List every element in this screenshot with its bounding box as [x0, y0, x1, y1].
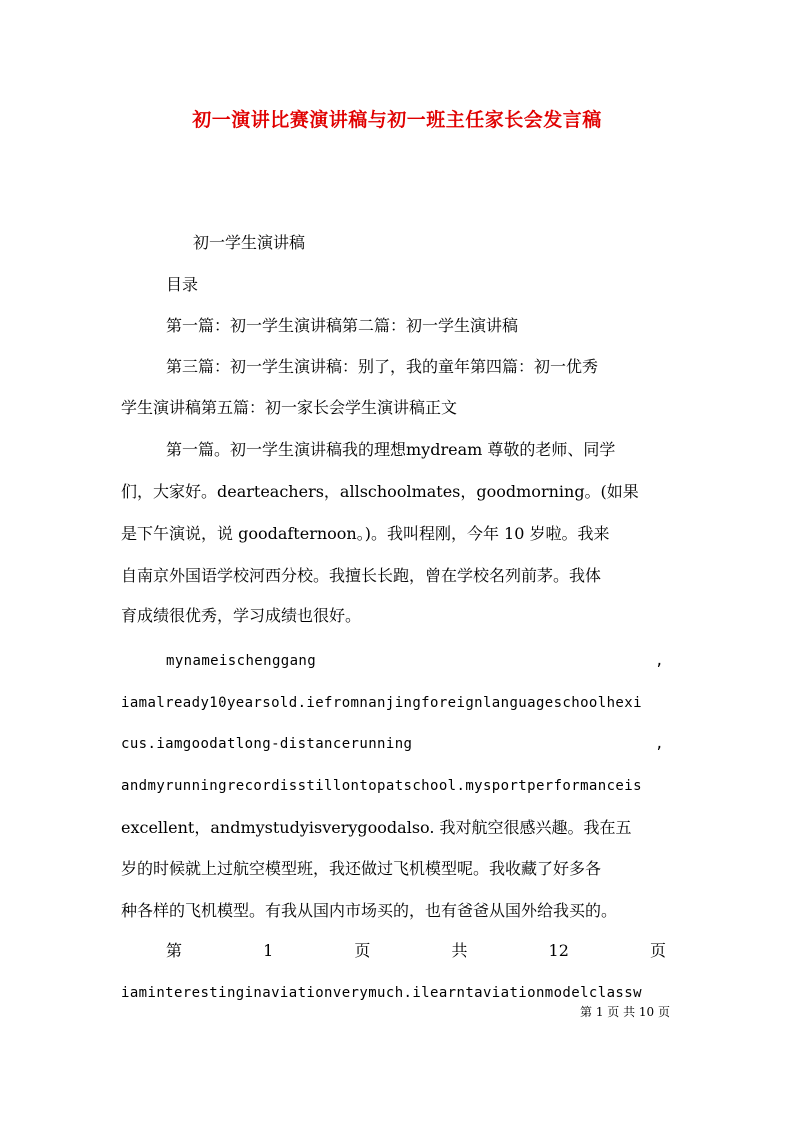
page-marker-word: 12 — [548, 941, 569, 960]
paragraph-line: iamalready10yearsold.iefromnanjingforeignlanguageschoolhexi — [121, 695, 642, 711]
toc-line: 学生演讲稿第五篇：初一家长会学生演讲稿正文 — [121, 398, 458, 417]
toc-line: 第三篇：初一学生演讲稿：别了，我的童年第四篇：初一优秀 — [166, 357, 599, 376]
line-text: mynameischenggang — [166, 653, 317, 669]
paragraph-line — [166, 651, 664, 671]
paragraph-line: excellent，andmystudyisverygoodalso. 我对航空很感兴趣。我在五 — [121, 818, 632, 837]
page-marker-word: 页 — [649, 941, 666, 960]
line-text: cus.iamgoodatlong-distancerunning — [121, 736, 413, 752]
paragraph-line: iaminterestinginaviationverymuch.ilearntaviationmodelclassw — [121, 985, 642, 1001]
page-marker-word: 页 — [354, 941, 371, 960]
paragraph-line: 是下午演说，说 goodafternoon。)。我叫程刚，今年 10 岁啦。我来 — [121, 524, 610, 543]
paragraph-line: 们，大家好。dearteachers，allschoolmates，goodmorning。(如果 — [121, 482, 639, 501]
paragraph-line — [121, 734, 664, 754]
paragraph-line: 种各样的飞机模型。有我从国内市场买的，也有爸爸从国外给我买的。 — [121, 901, 618, 920]
line-punct: , — [655, 653, 664, 669]
paragraph-line: 自南京外国语学校河西分校。我擅长长跑，曾在学校名列前茅。我体 — [121, 566, 602, 585]
toc-heading: 目录 — [166, 275, 199, 294]
paragraph-line: 岁的时候就上过航空模型班，我还做过飞机模型呢。我收藏了好多各 — [121, 859, 602, 878]
paragraph-line: andmyrunningrecordisstillontopatschool.mysportperformanceis — [121, 778, 642, 794]
page-marker-word: 第 — [166, 941, 183, 960]
toc-line: 第一篇：初一学生演讲稿第二篇：初一学生演讲稿 — [166, 316, 519, 335]
page-marker-word: 共 — [451, 941, 468, 960]
paragraph-line: 第一篇。初一学生演讲稿我的理想mydream 尊敬的老师、同学 — [166, 440, 616, 459]
paragraph-line: 育成绩很优秀，学习成绩也很好。 — [121, 606, 362, 625]
speech-subtitle: 初一学生演讲稿 — [193, 233, 306, 252]
page-footer: 第 1 页 共 10 页 — [580, 1005, 670, 1019]
page-marker-word: 1 — [263, 941, 274, 960]
document-title: 初一演讲比赛演讲稿与初一班主任家长会发言稿 — [192, 109, 602, 131]
inline-page-marker — [166, 941, 666, 961]
line-punct: , — [655, 736, 664, 752]
